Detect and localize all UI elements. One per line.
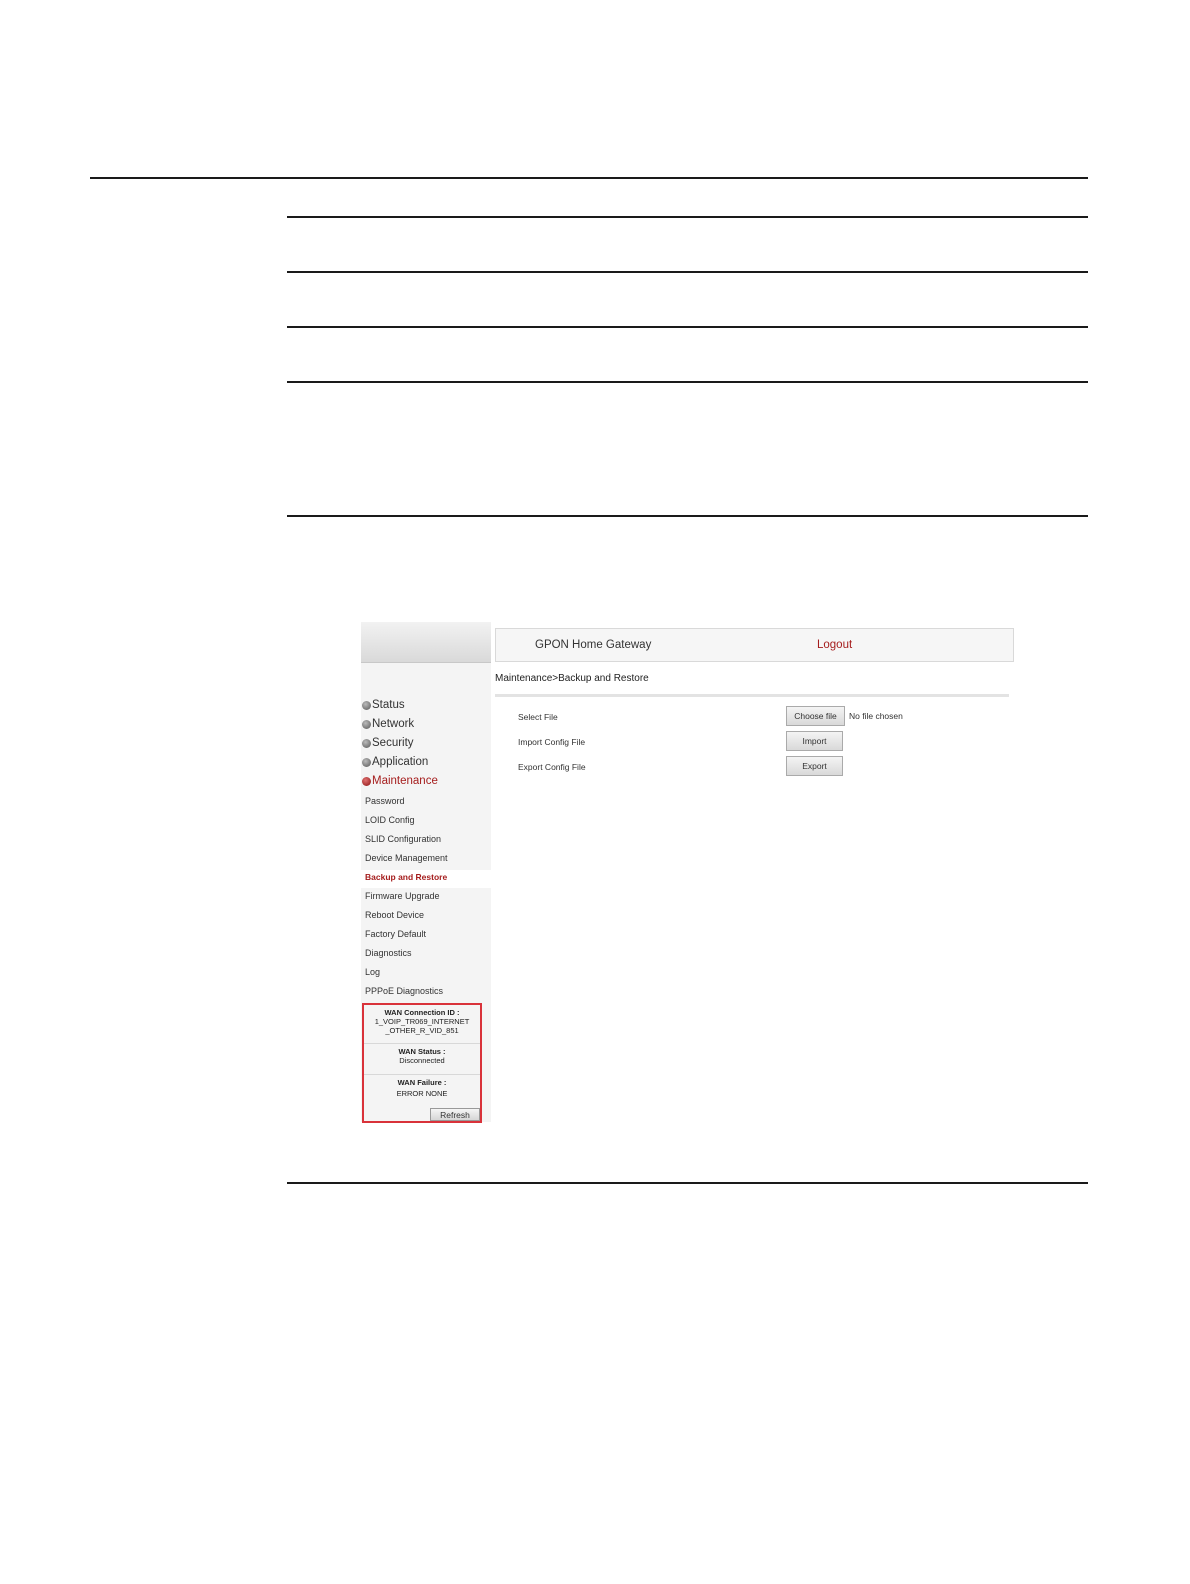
wan-failure-title: WAN Failure :: [397, 1078, 447, 1087]
section-rule: [287, 271, 1088, 273]
sidebar-item-reboot-device[interactable]: [361, 908, 491, 926]
menu-group-maintenance[interactable]: [361, 775, 491, 793]
section-rule: [287, 216, 1088, 218]
sidebar-item-label: Log: [365, 967, 381, 977]
import-config-label: Import Config File: [518, 737, 586, 747]
sidebar-item-backup-and-restore[interactable]: [361, 870, 491, 888]
expand-bullet-icon: [362, 720, 371, 729]
expand-bullet-icon: [362, 758, 371, 767]
choose-file-button[interactable]: Choose file: [786, 706, 845, 726]
collapse-bullet-icon: [362, 777, 371, 786]
menu-group-application[interactable]: [361, 756, 491, 774]
sidebar-item-label: Device Management: [365, 853, 448, 863]
select-file-label: Select File: [518, 712, 558, 722]
sidebar-item-label: Backup and Restore: [365, 872, 448, 882]
top-bar: [495, 628, 1014, 662]
no-file-chosen-text: No file chosen: [849, 711, 903, 721]
sidebar-item-slid-configuration[interactable]: [361, 832, 491, 850]
menu-group-status[interactable]: [361, 699, 491, 717]
import-button[interactable]: Import: [786, 731, 843, 751]
sidebar-item-label: SLID Configuration: [365, 834, 442, 844]
gateway-screenshot: [361, 622, 1014, 1122]
wan-connection-id-title: WAN Connection ID :: [384, 1008, 460, 1017]
menu-group-label: Maintenance: [372, 775, 438, 787]
sidebar-item-label: Password: [365, 796, 405, 806]
wan-failure-value: ERROR NONE: [396, 1089, 448, 1098]
wan-connection-id-line2: _OTHER_R_VID_851: [385, 1026, 459, 1035]
breadcrumb-divider: [495, 694, 1009, 697]
menu-group-label: Status: [372, 699, 405, 711]
sidebar-item-pppoe-diagnostics[interactable]: [361, 984, 491, 1002]
breadcrumb: Maintenance>Backup and Restore: [495, 673, 649, 684]
wan-failure-section: [364, 1075, 480, 1098]
sidebar-item-device-management[interactable]: [361, 851, 491, 869]
sidebar-header: [361, 622, 491, 663]
wan-status-section: [364, 1044, 480, 1075]
sidebar-item-password[interactable]: [361, 794, 491, 812]
menu-group-label: Network: [372, 718, 415, 730]
sidebar-item-label: Diagnostics: [365, 948, 412, 958]
header-rule: [90, 177, 1088, 179]
section-rule: [287, 381, 1088, 383]
menu-group-security[interactable]: [361, 737, 491, 755]
logout-link[interactable]: Logout: [817, 639, 853, 651]
section-rule: [287, 515, 1088, 517]
sidebar-item-label: PPPoE Diagnostics: [365, 986, 444, 996]
sidebar-item-label: Reboot Device: [365, 910, 425, 920]
wan-connection-id-line1: 1_VOIP_TR069_INTERNET: [374, 1017, 470, 1026]
sidebar-item-loid-config[interactable]: [361, 813, 491, 831]
refresh-button[interactable]: Refresh: [430, 1108, 480, 1121]
menu-group-network[interactable]: [361, 718, 491, 736]
sidebar: [361, 622, 491, 1122]
sidebar-item-label: LOID Config: [365, 815, 415, 825]
sidebar-item-label: Firmware Upgrade: [365, 891, 440, 901]
wan-connection-id-section: [364, 1005, 480, 1044]
wan-status-panel: [362, 1003, 482, 1123]
app-title: GPON Home Gateway: [535, 639, 652, 651]
export-config-label: Export Config File: [518, 762, 586, 772]
section-rule: [287, 326, 1088, 328]
sidebar-item-factory-default[interactable]: [361, 927, 491, 945]
menu-group-label: Security: [372, 737, 414, 749]
sidebar-item-log[interactable]: [361, 965, 491, 983]
wan-status-value: Disconnected: [399, 1056, 445, 1065]
expand-bullet-icon: [362, 701, 371, 710]
wan-status-title: WAN Status :: [398, 1047, 446, 1056]
menu-group-label: Application: [372, 756, 429, 768]
expand-bullet-icon: [362, 739, 371, 748]
sidebar-item-diagnostics[interactable]: [361, 946, 491, 964]
section-rule: [287, 1182, 1088, 1184]
sidebar-item-label: Factory Default: [365, 929, 427, 939]
sidebar-item-firmware-upgrade[interactable]: [361, 889, 491, 907]
export-button[interactable]: Export: [786, 756, 843, 776]
